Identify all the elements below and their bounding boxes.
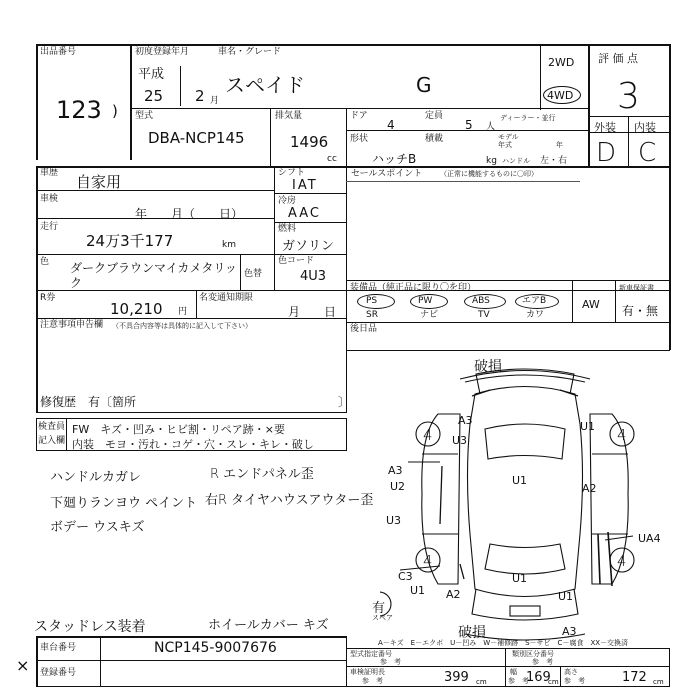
capacity-label: 定員: [425, 111, 444, 121]
mark-a3-bottom: A3: [562, 625, 577, 638]
model-label: 型式: [135, 111, 154, 121]
fuel: ガソリン: [282, 239, 335, 254]
aw: AW: [582, 298, 600, 311]
mark-a2-rear: A2: [446, 588, 461, 601]
kg-unit: kg: [486, 156, 497, 166]
handle: 左・右: [540, 156, 568, 166]
shape-label: 形状: [350, 134, 369, 144]
shift-label: シフト: [278, 168, 306, 178]
note-handle: ハンドルカガレ: [50, 470, 142, 485]
cc-unit: cc: [327, 154, 337, 164]
exterior-grade: D: [596, 138, 617, 168]
grade: G: [416, 73, 432, 97]
reg-label: 登録番号: [40, 668, 77, 678]
height-label: 高さ: [564, 668, 578, 676]
mark-a2-right: A2: [582, 482, 597, 495]
equipment-label: 装備品（純正品に限り〇を印）: [350, 283, 477, 293]
later-label: 後日品: [350, 324, 378, 334]
exterior-label: 外装: [594, 121, 616, 134]
type-no-label: 型式指定番号: [350, 650, 392, 658]
length-unit: cm: [476, 678, 487, 686]
recycle: 10,210: [110, 300, 163, 318]
inspect-date: 月 日: [288, 305, 337, 319]
class-no-label: 類別区分番号: [512, 650, 554, 658]
dealer-label: ディーラー・並行: [500, 114, 556, 122]
mark-ua4: UA4: [638, 532, 661, 545]
mark-u2-left: U2: [390, 480, 406, 493]
sales-note: （正常に機能するものに〇印）: [440, 170, 538, 178]
model-year-label: モデル 年式: [498, 133, 519, 149]
width-label: 幅: [510, 668, 517, 676]
height-unit: cm: [653, 678, 664, 686]
doors: 4: [387, 118, 395, 132]
handle-label: ハンドル: [502, 157, 530, 165]
width-ref: 参 考: [508, 677, 529, 685]
shift: IAT: [292, 178, 318, 193]
warranty: 有・無: [622, 304, 659, 318]
spare-label: スペア: [372, 614, 393, 622]
color-label: 色: [40, 257, 50, 267]
mark-u1-rear-left: U1: [410, 584, 426, 597]
person-unit: 人: [486, 122, 496, 132]
length-ref: 参 考: [362, 677, 383, 685]
color-code-label: 色コード: [278, 256, 315, 266]
load-label: 積載: [425, 134, 444, 144]
displacement: 1496: [290, 133, 329, 151]
inspector-label-2: 記入欄: [38, 436, 66, 446]
tire-mark-fr: 4: [617, 426, 627, 444]
tire-mark-rr: 4: [617, 552, 627, 570]
inspector-label-1: 検査員: [38, 422, 66, 432]
equip-leather: カワ: [526, 310, 545, 320]
door-label: ドア: [350, 111, 368, 121]
height-ref: 参 考: [564, 677, 585, 685]
inspector-line-2: 内装 モヨ・汚れ・コゲ・穴・スレ・キレ・破し: [72, 438, 314, 451]
lot-suffix: ): [112, 102, 118, 120]
ac-label: 冷房: [278, 196, 297, 206]
history-value: 自家用: [76, 173, 122, 191]
shape: ハッチB: [372, 152, 417, 166]
reg-month: 2: [195, 87, 205, 105]
x-mark: ×: [16, 656, 30, 675]
tire-mark-fl: 4: [423, 426, 433, 444]
repair-end: 〕: [338, 395, 351, 409]
note-wheel-cover: ホイールカバー キズ: [208, 618, 329, 633]
equip-tv: TV: [478, 310, 490, 320]
drive-4wd: 4WD: [547, 89, 574, 102]
mark-u1-centre: U1: [512, 474, 528, 487]
history-label: 車歴: [40, 168, 59, 178]
mark-u3-left: U3: [386, 514, 402, 527]
month-unit: 月: [210, 96, 220, 106]
notes-sub: （不具合内容等は具体的に記入して下さい）: [112, 322, 252, 330]
inspection-value: 年 月（ 日）: [135, 207, 244, 221]
mark-u1-bumper: U1: [558, 590, 574, 603]
ac: AAC: [288, 206, 321, 221]
note-body: ボデー ウスキズ: [50, 520, 145, 535]
spare-value: 有: [372, 601, 386, 616]
inspector-line-1: FW キズ・凹み・ヒビ割・リペア跡・×要: [72, 423, 285, 436]
capacity: 5: [465, 118, 473, 132]
repair-value: 有〔箇所: [88, 395, 137, 409]
tire-mark-rl: 4: [423, 552, 433, 570]
chassis-number: NCP145-9007676: [154, 640, 277, 656]
repair-label: 修復歴: [40, 395, 77, 409]
mark-u1-rear: U1: [512, 572, 528, 585]
note-studless: スタッドレス装着: [34, 619, 146, 635]
carname-label: 車名・グレード: [218, 47, 282, 57]
mileage-label: 走行: [40, 222, 59, 232]
interior-grade: C: [638, 138, 657, 168]
color-no-label: 色替: [244, 269, 263, 279]
recycle-label: R券: [40, 293, 56, 303]
lot-label: 出品番号: [40, 47, 77, 57]
chassis-label: 車台番号: [40, 643, 77, 653]
color: ダークブラウンマイカメタリック: [70, 261, 237, 290]
note-underbody: 下廻りランヨウ ペイント: [50, 496, 198, 511]
length-label: 車検証明長: [350, 668, 385, 676]
reg-year: 25: [144, 87, 164, 105]
km-unit: km: [222, 240, 236, 250]
mark-u1-right: U1: [580, 420, 596, 433]
displacement-label: 排気量: [275, 111, 303, 121]
drive-2wd: 2WD: [548, 56, 575, 69]
car-body-outline: [468, 387, 583, 597]
warranty-label: 新車保証書: [619, 284, 654, 292]
year-unit: 年: [556, 141, 563, 149]
equip-navi: ナビ: [420, 310, 439, 320]
height: 172: [622, 670, 647, 685]
bottom-damage-mark: 破損: [458, 625, 486, 641]
color-code: 4U3: [300, 269, 327, 284]
lot-number: 123: [56, 96, 102, 124]
top-damage-mark: 破損: [474, 359, 502, 375]
equip-pw: PW: [418, 296, 433, 306]
car-damage-diagram: [380, 354, 670, 646]
mileage: 24万3千177: [86, 232, 174, 250]
mark-a3-top: A3: [458, 414, 473, 427]
note-end-panel: R エンドパネル歪: [210, 467, 314, 482]
width-unit: cm: [548, 678, 559, 686]
inspect-date-label: 名変通知期限: [199, 293, 254, 303]
note-tire-house: 右R タイヤハウスアウター歪: [205, 493, 374, 508]
interior-label: 内装: [634, 121, 656, 134]
first-reg-label: 初度登録年月: [135, 47, 190, 57]
car-name: スペイド: [225, 73, 305, 97]
mark-a3-left: A3: [388, 464, 403, 477]
equip-ps: PS: [366, 296, 378, 306]
width: 169: [526, 670, 551, 685]
score: 3: [617, 76, 640, 117]
inspection-label: 車検: [40, 194, 59, 204]
type-no-ref: 参 考: [380, 658, 401, 666]
length: 399: [444, 670, 469, 685]
era: 平成: [138, 67, 165, 82]
equip-abs: ABS: [472, 296, 490, 306]
mark-u3-top: U3: [452, 434, 468, 447]
equip-sr: SR: [366, 310, 378, 320]
score-label: 評 価 点: [598, 52, 638, 65]
mark-c3: C3: [398, 570, 413, 583]
fuel-label: 燃料: [278, 224, 297, 234]
equip-airbag: エアB: [522, 296, 547, 306]
notes-label: 注意事項申告欄: [40, 320, 104, 330]
yen-unit: 円: [178, 307, 188, 317]
damage-legend: A－キズ E－エクボ U－凹み W－補修跡 S－サビ C－腐食 XX－交換済: [378, 639, 629, 647]
sales-label: セールスポイント: [351, 169, 423, 179]
model-value: DBA-NCP145: [148, 129, 245, 147]
class-no-ref: 参 考: [532, 658, 553, 666]
